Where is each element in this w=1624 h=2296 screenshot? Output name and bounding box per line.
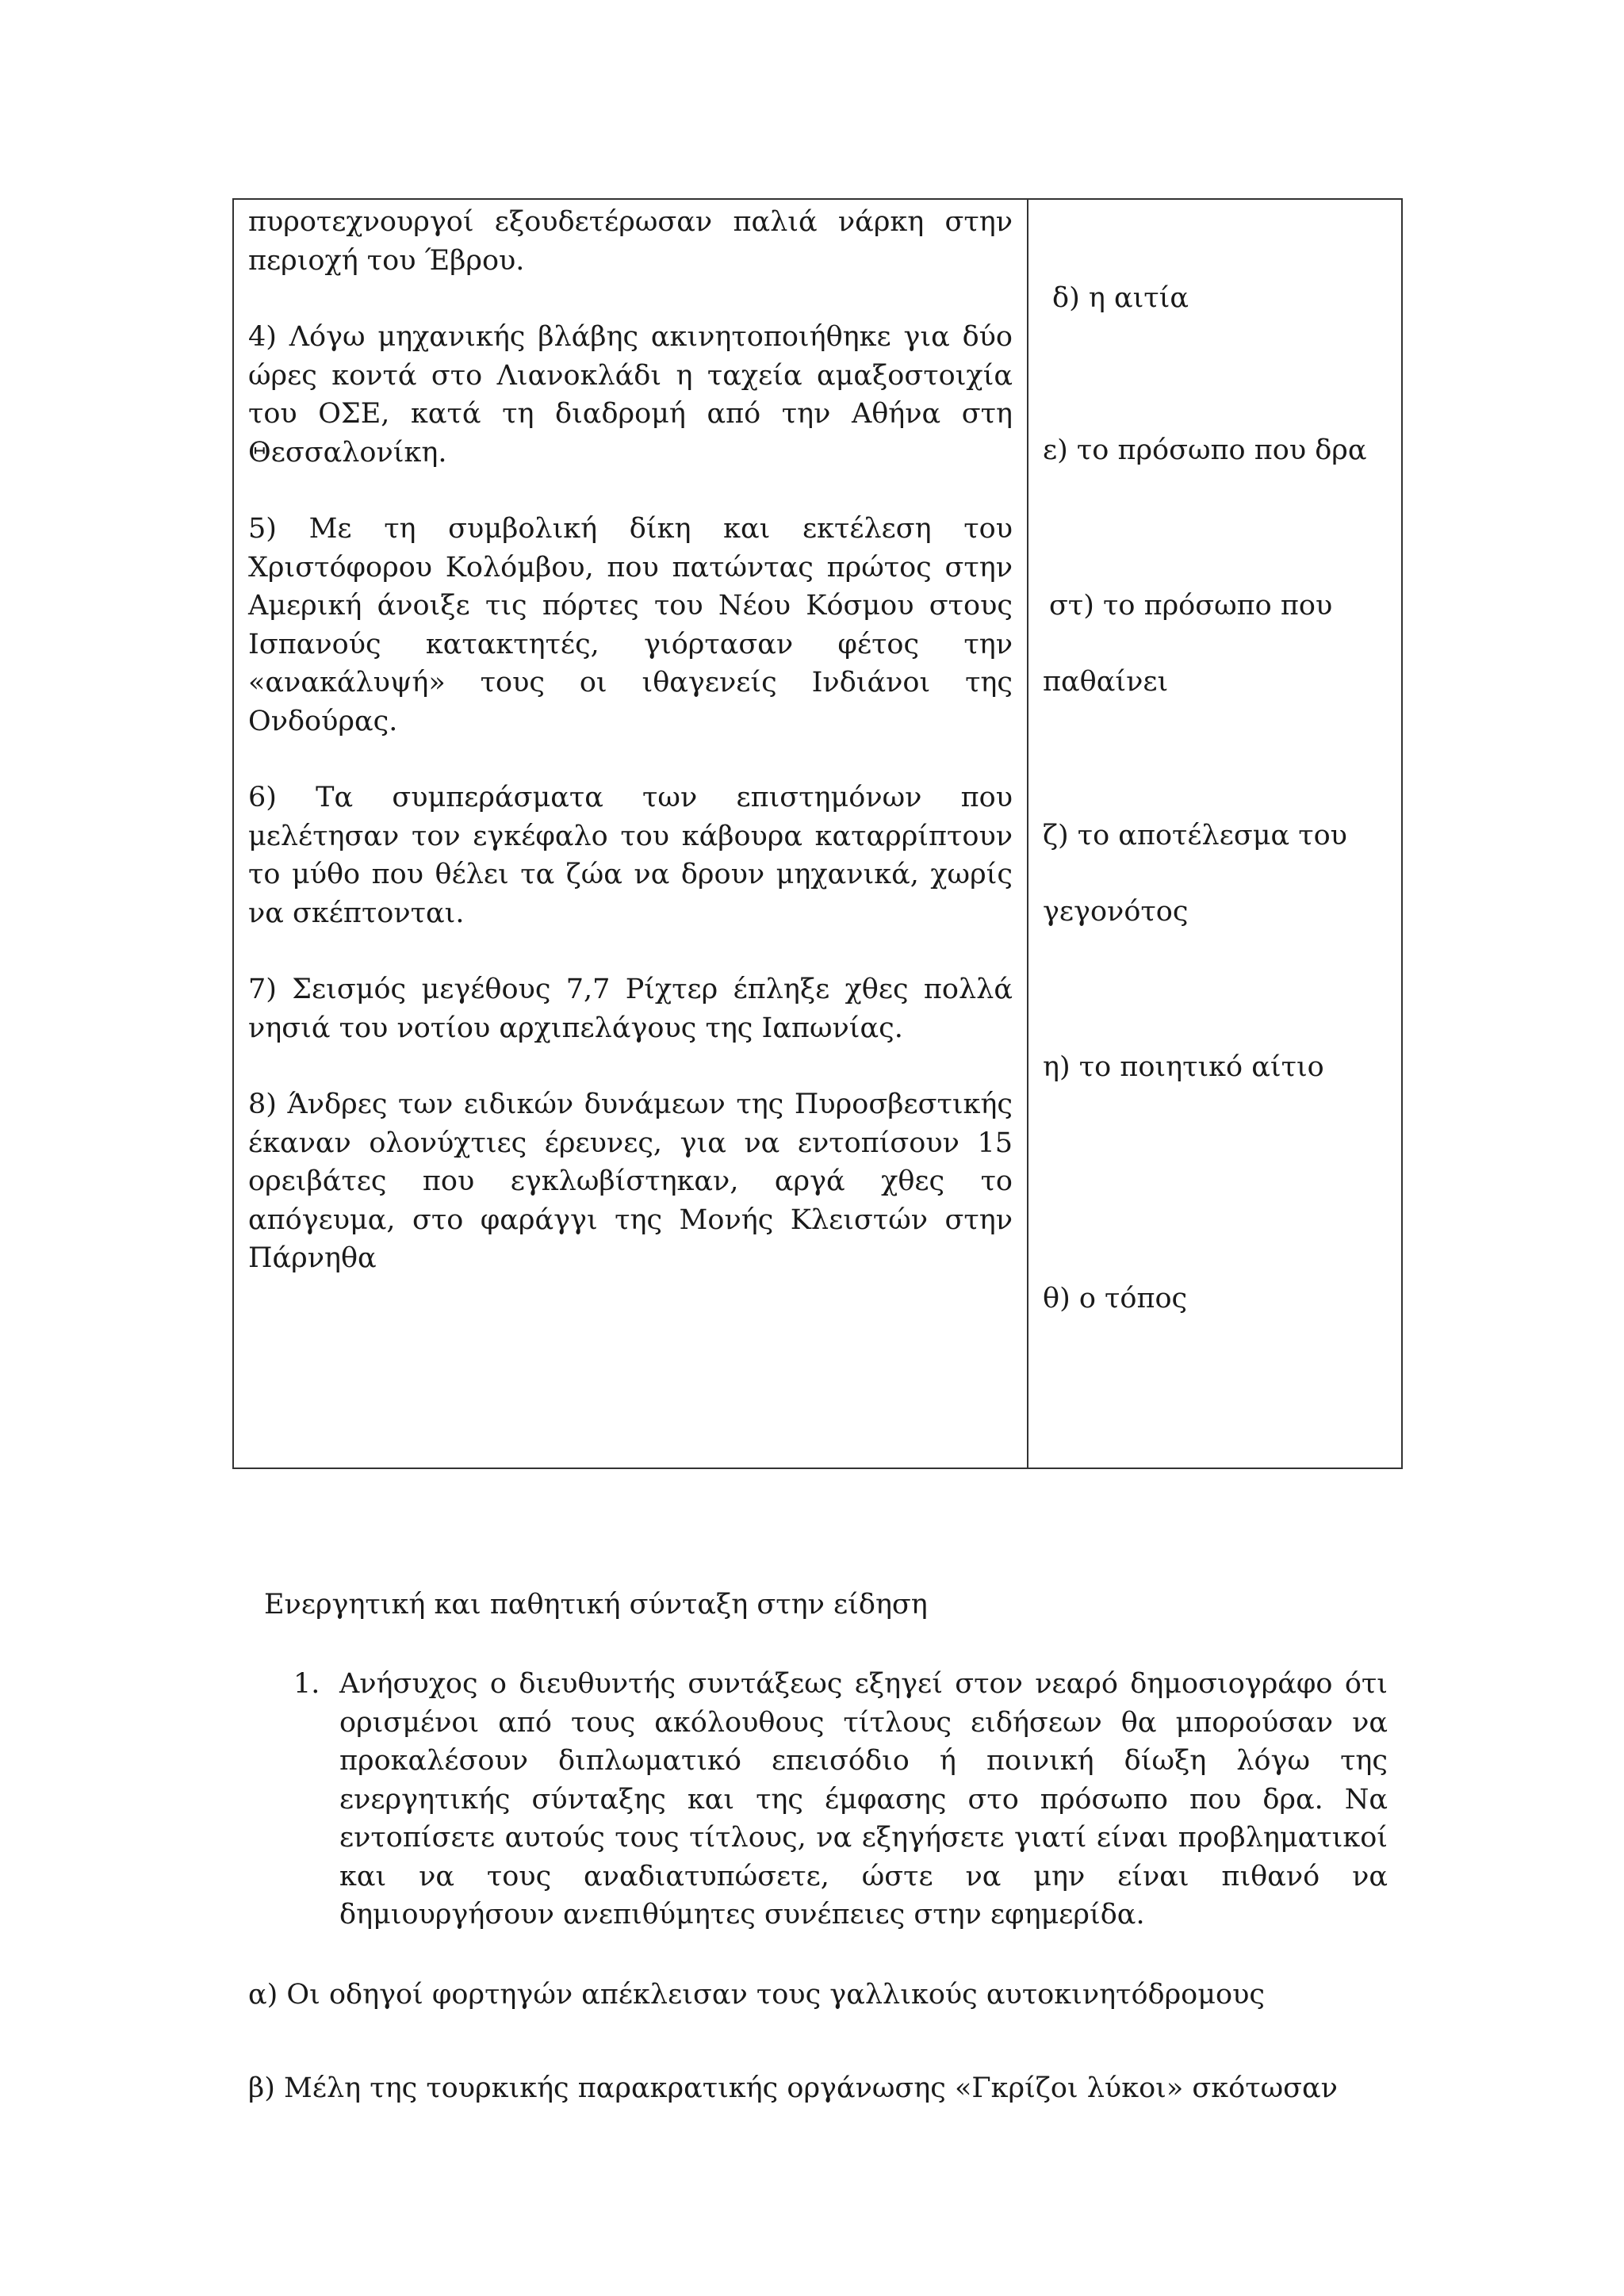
headline-6: 6) Τα συμπεράσματα των επιστημόνων που μελέτησαν τον εγκέφαλο του κάβουρα καταρρίπτουν το μύθο που θέλει τα ζώα να δρουν μηχανικά, χωρίς να σκέπτονται.: [248, 782, 1013, 929]
option-th: θ) ο τόπος: [1043, 1283, 1188, 1314]
headline-5: 5) Με τη συμβολική δίκη και εκτέλεση του Χριστόφορου Κολόμβου, που πατώντας πρώτος στην Αμερική άνοιξε τις πόρτες του Νέου Κόσμου στους Ισπανούς κατακτητές, γιόρτασαν φέτος την «ανακάλυψή» τους οι ιθαγενείς Ινδιάνοι της Ονδούρας.: [248, 513, 1013, 737]
exercise-instructions: Ανήσυχος ο διευθυντής συντάξεως εξηγεί στον νεαρό δημοσιογράφο ότι ορισμένοι από τους ακόλουθους τίτλους ειδήσεων θα μπορούσαν να προκαλέσουν διπλωματικό επεισόδιο ή ποινική δίωξη λόγω της ενεργητικής σύνταξης και της έμφασης στο πρόσωπο που δρα. Να εντοπίσετε αυτούς τους τίτλους, να εξηγήσετε γιατί είναι προβληματικοί και να τους αναδιατυπώσετε, ώστε να μην είναι πιθανό να δημιουργήσουν ανεπιθύμητες συνέπειες στην εφημερίδα.: [339, 1668, 1388, 1931]
section-heading: Ενεργητική και παθητική σύνταξη στην είδηση: [264, 1589, 928, 1621]
headline-8: 8) Άνδρες των ειδικών δυνάμεων της Πυροσβεστικής έκαναν ολονύχτιες έρευνες, για να εντοπίσουν 15 ορειβάτες που εγκλωβίστηκαν, αργά χθες το απόγευμα, στο φαράγγι της Μονής Κλειστών στην Πάρνηθα: [248, 1089, 1013, 1274]
option-e: ε) το πρόσωπο που δρα: [1043, 434, 1367, 466]
option-st-line2: παθαίνει: [1043, 666, 1169, 698]
option-z-line1: ζ) το αποτέλεσμα του: [1043, 820, 1347, 851]
list-number: 1.: [293, 1668, 320, 1700]
news-headlines-column: [248, 203, 1013, 1278]
headline-a: α) Οι οδηγοί φορτηγών απέκλεισαν τους γαλλικούς αυτοκινητόδρομους: [248, 1979, 1265, 2011]
option-i: η) το ποιητικό αίτιο: [1043, 1051, 1324, 1083]
matching-table: [232, 198, 1403, 1469]
column-divider: [1027, 200, 1028, 1468]
headline-b: β) Μέλη της τουρκικής παρακρατικής οργάνωσης «Γκρίζοι λύκοι» σκότωσαν: [248, 2072, 1338, 2104]
option-d: δ) η αιτία: [1052, 282, 1189, 314]
headline-3-continuation: πυροτεχνουργοί εξουδετέρωσαν παλιά νάρκη στην περιοχή του Έβρου.: [248, 206, 1013, 277]
headline-7: 7) Σεισμός μεγέθους 7,7 Ρίχτερ έπληξε χθες πολλά νησιά του νοτίου αρχιπελάγους της Ιαπωνίας.: [248, 974, 1013, 1044]
option-st-line1: στ) το πρόσωπο που: [1049, 590, 1333, 622]
headline-4: 4) Λόγω μηχανικής βλάβης ακινητοποιήθηκε για δύο ώρες κοντά στο Λιανοκλάδι η ταχεία αμαξοστοιχία του ΟΣΕ, κατά τη διαδρομή από την Αθήνα στη Θεσσαλονίκη.: [248, 321, 1013, 469]
option-z-line2: γεγονότος: [1043, 896, 1189, 928]
